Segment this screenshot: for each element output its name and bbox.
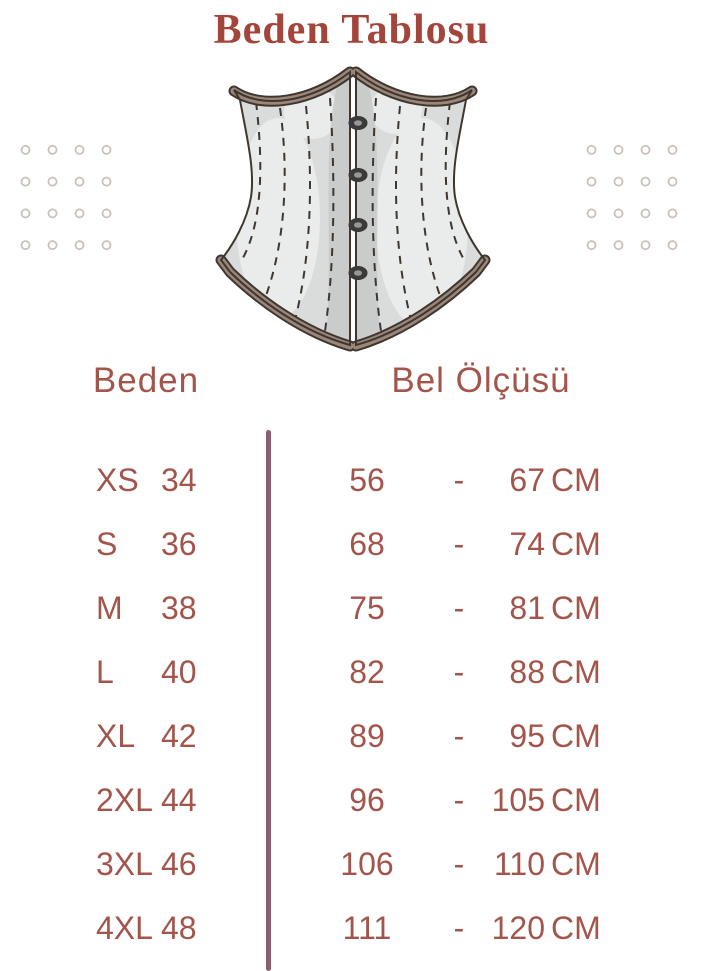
- size-number: 34: [161, 462, 197, 498]
- waist-min: 68: [349, 526, 385, 562]
- unit-label: CM: [551, 654, 601, 690]
- size-number: 38: [161, 590, 197, 626]
- table-row: [0, 768, 703, 832]
- size-number: 36: [161, 526, 197, 562]
- waist-min: 96: [349, 782, 385, 818]
- waist-min: 56: [349, 462, 385, 498]
- table-row: [0, 832, 703, 896]
- size-code: XS: [96, 462, 139, 498]
- unit-label: CM: [551, 910, 601, 946]
- size-code: M: [96, 590, 123, 626]
- waist-min: 89: [349, 718, 385, 754]
- size-code: 4XL: [96, 910, 153, 946]
- waist-max: 81: [509, 590, 545, 626]
- decorative-dots-left: [12, 134, 120, 261]
- range-separator: -: [453, 590, 465, 626]
- size-code: L: [96, 654, 114, 690]
- waist-min: 111: [342, 910, 392, 946]
- table-row: [0, 704, 703, 768]
- range-separator: -: [453, 526, 465, 562]
- range-separator: -: [453, 462, 465, 498]
- table-row: [0, 448, 703, 512]
- column-header-size: Beden: [92, 361, 200, 400]
- unit-label: CM: [551, 718, 601, 754]
- waist-max: 105: [491, 782, 545, 818]
- size-table: [0, 448, 703, 960]
- size-code: 2XL: [96, 782, 153, 818]
- range-separator: -: [453, 718, 465, 754]
- unit-label: CM: [551, 782, 601, 818]
- size-code: S: [96, 526, 118, 562]
- size-code: XL: [96, 718, 136, 754]
- size-number: 40: [161, 654, 197, 690]
- column-header-waist: Bel Ölçüsü: [391, 361, 571, 400]
- size-number: 42: [161, 718, 197, 754]
- range-separator: -: [453, 782, 465, 818]
- waist-max: 95: [509, 718, 545, 754]
- waist-max: 120: [491, 910, 545, 946]
- waist-max: 110: [493, 846, 545, 882]
- unit-label: CM: [551, 526, 601, 562]
- table-row: [0, 576, 703, 640]
- waist-min: 75: [349, 590, 385, 626]
- table-row: [0, 512, 703, 576]
- size-code: 3XL: [96, 846, 153, 882]
- range-separator: -: [453, 654, 465, 690]
- waist-min: 106: [340, 846, 394, 882]
- waist-max: 88: [509, 654, 545, 690]
- waist-min: 82: [349, 654, 385, 690]
- size-number: 44: [161, 782, 197, 818]
- page-title: Beden Tablosu: [213, 7, 490, 53]
- range-separator: -: [453, 846, 465, 882]
- corset-illustration: [200, 58, 505, 358]
- table-row: [0, 640, 703, 704]
- range-separator: -: [453, 910, 465, 946]
- size-number: 48: [161, 910, 197, 946]
- size-number: 46: [161, 846, 197, 882]
- table-row: [0, 896, 703, 960]
- unit-label: CM: [551, 846, 601, 882]
- unit-label: CM: [551, 590, 601, 626]
- waist-max: 67: [509, 462, 545, 498]
- unit-label: CM: [551, 462, 601, 498]
- decorative-dots-right: [578, 134, 686, 261]
- waist-max: 74: [509, 526, 545, 562]
